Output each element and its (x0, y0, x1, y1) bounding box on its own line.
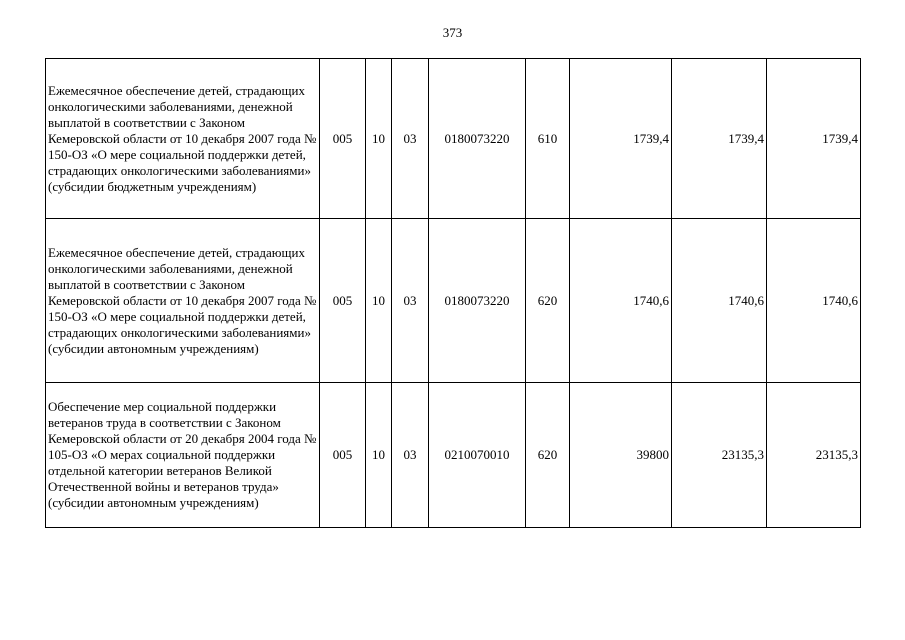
subsection-code: 03 (392, 219, 429, 383)
amount-year-2: 1739,4 (672, 59, 767, 219)
expense-type-code: 620 (526, 219, 570, 383)
amount-year-1: 1739,4 (570, 59, 672, 219)
table-row (46, 219, 861, 383)
expense-type-code: 620 (526, 383, 570, 528)
page-number: 373 (442, 25, 463, 40)
section-code: 10 (366, 219, 392, 383)
budget-table (45, 58, 861, 528)
ministry-code: 005 (320, 383, 366, 528)
amount-year-2: 23135,3 (672, 383, 767, 528)
target-article-code: 0210070010 (429, 383, 526, 528)
target-article-code: 0180073220 (429, 59, 526, 219)
row-description: Ежемесячное обеспечение детей, страдающих онкологическими заболеваниями, денежной выплатой в соответствии с Законом Кемеровской области от 10 декабря 2007 года № 150-ОЗ «О мере социальной поддержки детей, страдающих онкологическими заболеваниями» (субсидии бюджетным учреждениям) (46, 59, 320, 219)
ministry-code: 005 (320, 59, 366, 219)
section-code: 10 (366, 383, 392, 528)
section-code: 10 (366, 59, 392, 219)
row-description: Обеспечение мер социальной поддержки ветеранов труда в соответствии с Законом Кемеровской области от 20 декабря 2004 года № 105-ОЗ «О мерах социальной поддержки отдельной категории ветеранов Великой Отечественной войны и ветеранов труда» (субсидии автономным учреждениям) (46, 383, 320, 528)
amount-year-1: 1740,6 (570, 219, 672, 383)
amount-year-3: 1740,6 (767, 219, 861, 383)
ministry-code: 005 (320, 219, 366, 383)
amount-year-1: 39800 (570, 383, 672, 528)
row-description: Ежемесячное обеспечение детей, страдающих онкологическими заболеваниями, денежной выплатой в соответствии с Законом Кемеровской области от 10 декабря 2007 года № 150-ОЗ «О мере социальной поддержки детей, страдающих онкологическими заболеваниями» (субсидии автономным учреждениям) (46, 219, 320, 383)
amount-year-2: 1740,6 (672, 219, 767, 383)
subsection-code: 03 (392, 383, 429, 528)
amount-year-3: 1739,4 (767, 59, 861, 219)
table-row (46, 383, 861, 528)
expense-type-code: 610 (526, 59, 570, 219)
amount-year-3: 23135,3 (767, 383, 861, 528)
target-article-code: 0180073220 (429, 219, 526, 383)
table-row (46, 59, 861, 219)
subsection-code: 03 (392, 59, 429, 219)
